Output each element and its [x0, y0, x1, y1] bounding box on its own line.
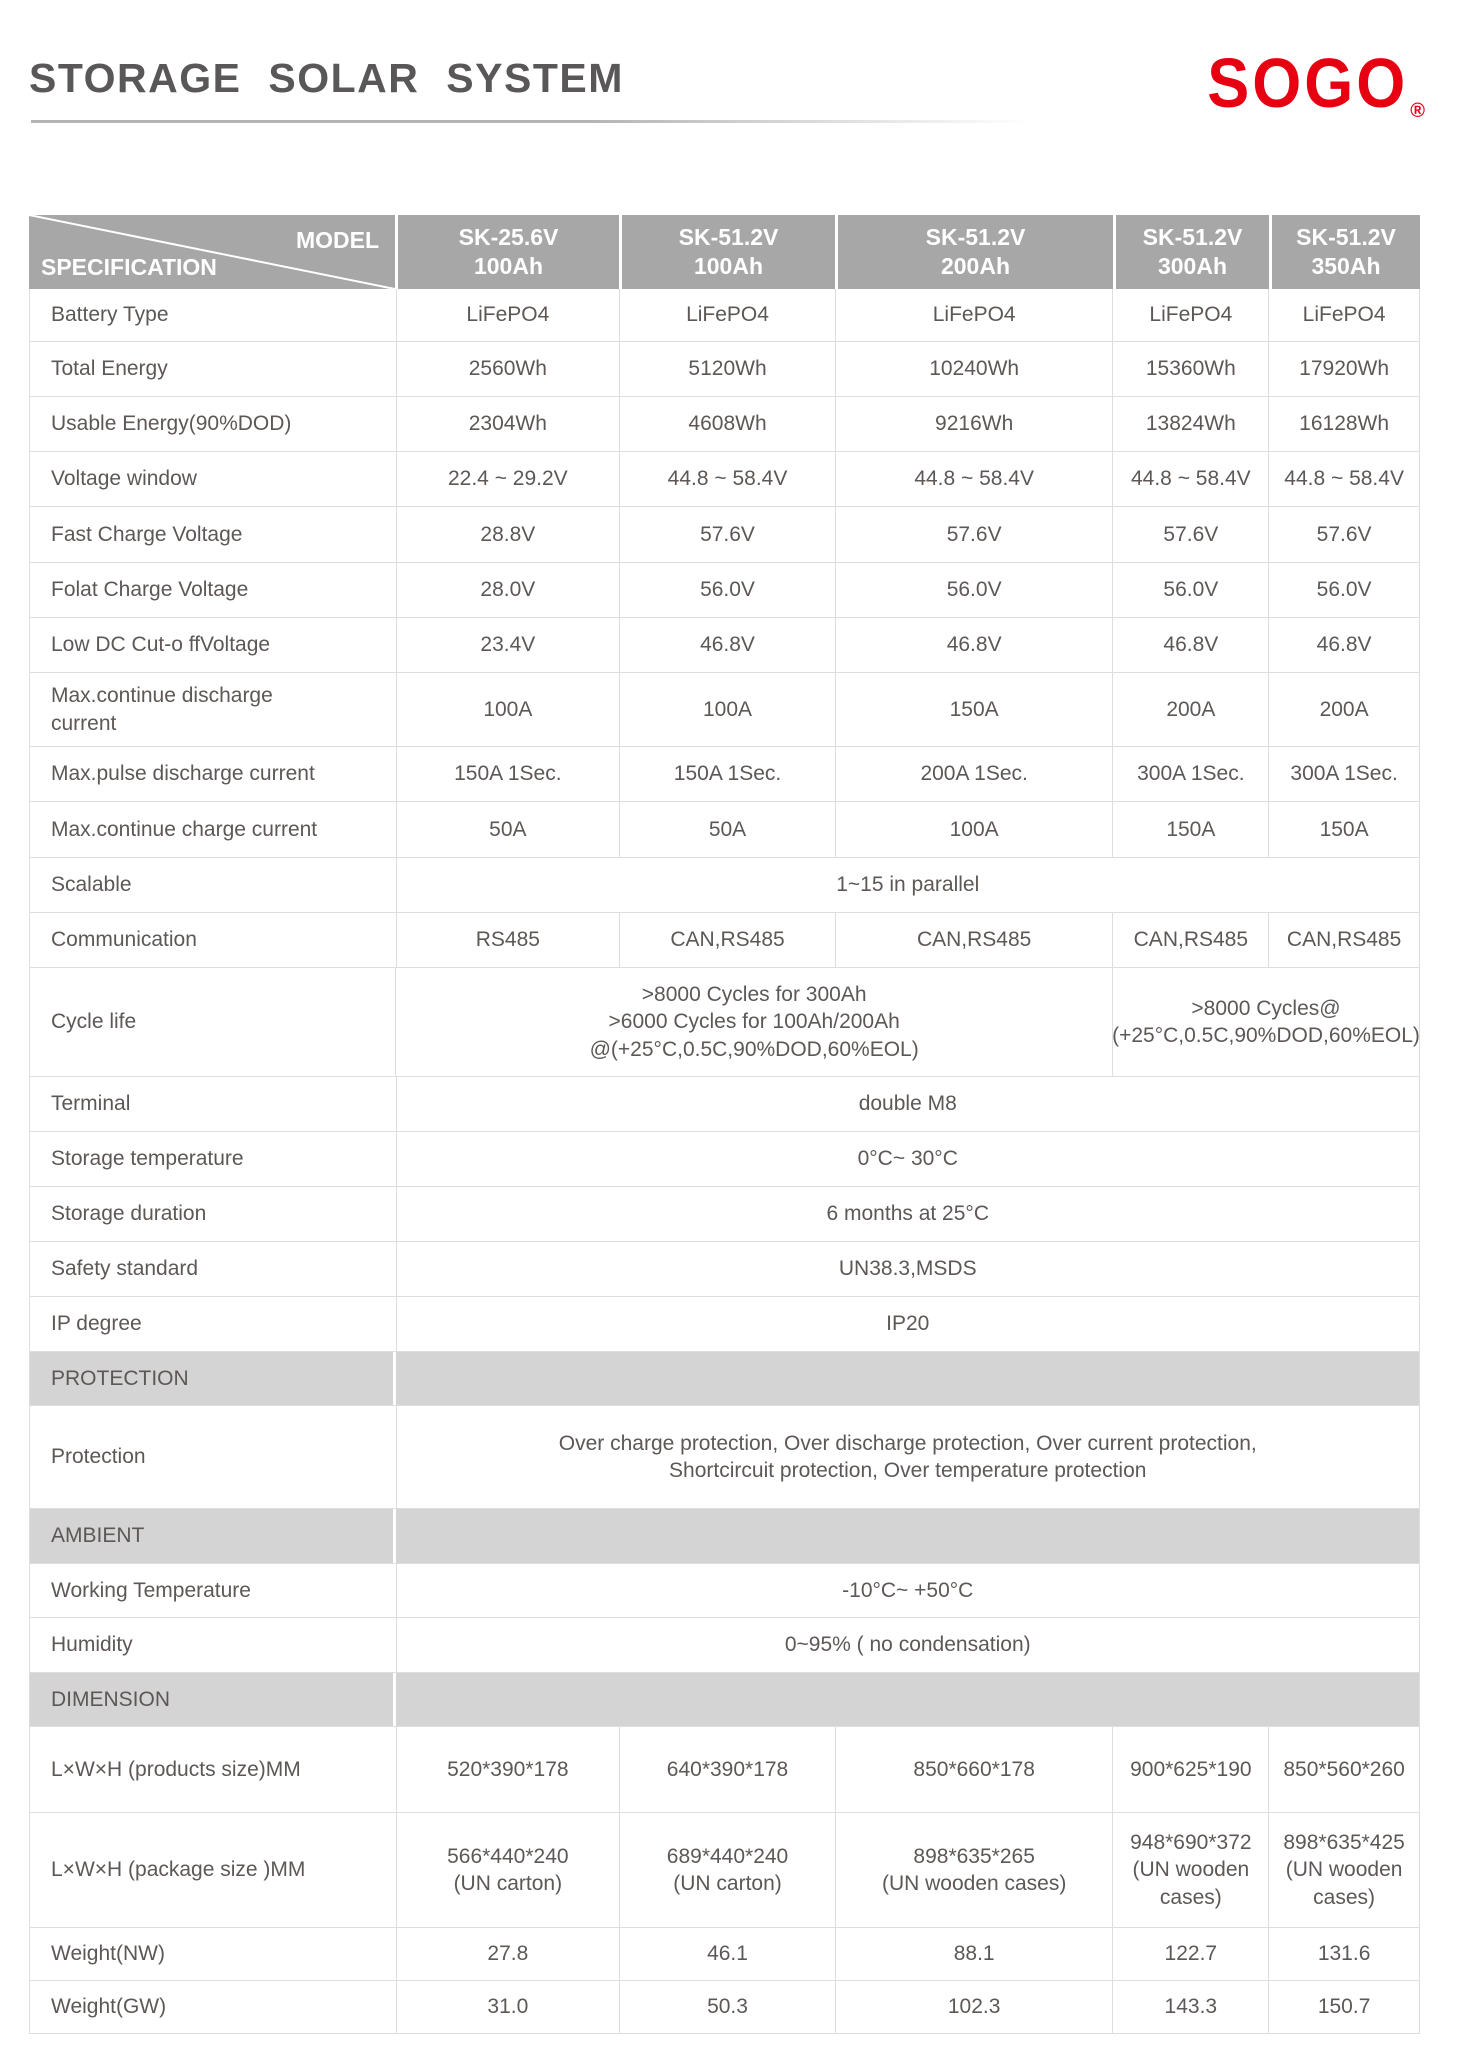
row-label: Humidity [51, 1633, 133, 1657]
cell-value: 143.3 [1112, 1981, 1268, 2033]
section-header-row [30, 1509, 1419, 1564]
cell-value-merged: UN38.3,MSDS [396, 1242, 1420, 1296]
cell-value: LiFePO4 [396, 289, 620, 341]
cell-value: 100A [619, 673, 835, 746]
table-row [30, 1727, 1419, 1813]
cell-value: 22.4 ~ 29.2V [396, 452, 620, 506]
cell-value: 5120Wh [619, 342, 835, 396]
table-row [30, 673, 1419, 747]
row-label: Low DC Cut-o ffVoltage [51, 633, 271, 657]
cell-value-merged: >8000 Cycles for 300Ah >6000 Cycles for 100Ah/200Ah @(+25°C,0.5C,90%DOD,60%EOL) [395, 968, 1112, 1076]
brand-logo [1207, 45, 1425, 123]
cell-value: 46.8V [1112, 618, 1268, 672]
table-row [30, 452, 1419, 507]
cell-value: 13824Wh [1112, 397, 1268, 451]
model-capacity: 100Ah [473, 253, 544, 279]
cell-value: 150A 1Sec. [396, 747, 620, 801]
cell-value: LiFePO4 [835, 289, 1113, 341]
cell-value-merged: 6 months at 25°C [396, 1187, 1420, 1241]
cell-value: 50A [619, 802, 835, 857]
cell-value: 100A [835, 802, 1113, 857]
cell-value: 200A [1112, 673, 1268, 746]
cell-value: 900*625*190 [1112, 1727, 1268, 1812]
model-capacity: 350Ah [1311, 253, 1381, 279]
page-title: STORAGE SOLAR SYSTEM [29, 55, 624, 101]
cell-value: 15360Wh [1112, 342, 1268, 396]
cell-value-merged: 0°C~ 30°C [396, 1132, 1420, 1186]
cell-value-merged: -10°C~ +50°C [396, 1564, 1420, 1617]
cell-value: CAN,RS485 [619, 913, 835, 967]
cell-value: 150A [1268, 802, 1419, 857]
cell-value: 57.6V [1268, 507, 1419, 562]
brand-logo-text: SOGO [1207, 45, 1409, 123]
row-label: Max.pulse discharge current [51, 762, 315, 786]
table-row [30, 1132, 1419, 1187]
section-header-row [30, 1673, 1419, 1727]
cell-value: LiFePO4 [619, 289, 835, 341]
cell-value: 100A [396, 673, 620, 746]
cell-value: 640*390*178 [619, 1727, 835, 1812]
cell-value: 10240Wh [835, 342, 1113, 396]
cell-value: 2560Wh [396, 342, 620, 396]
model-specification-header-cell [29, 215, 395, 289]
cell-value: 300A 1Sec. [1268, 747, 1419, 801]
registered-trademark-icon: ® [1410, 100, 1425, 122]
row-label: Terminal [51, 1092, 131, 1116]
cell-value: 27.8 [396, 1928, 620, 1980]
specification-table [29, 215, 1420, 2034]
cell-value: 44.8 ~ 58.4V [619, 452, 835, 506]
cell-value: 131.6 [1268, 1928, 1419, 1980]
cell-value-merged: IP20 [396, 1297, 1420, 1351]
cell-value: 44.8 ~ 58.4V [1268, 452, 1419, 506]
row-label: Cycle life [51, 1010, 137, 1034]
cell-value: 46.1 [619, 1928, 835, 1980]
section-header-row [30, 1352, 1419, 1406]
table-row [30, 747, 1419, 802]
row-label: Storage duration [51, 1202, 207, 1226]
model-header-cell [395, 215, 619, 289]
row-label: L×W×H (products size)MM [51, 1757, 301, 1781]
cell-value: RS485 [396, 913, 620, 967]
model-header-cell [1269, 215, 1420, 289]
cell-value: 102.3 [835, 1981, 1113, 2033]
cell-value: CAN,RS485 [835, 913, 1113, 967]
table-row [30, 397, 1419, 452]
row-label: Usable Energy(90%DOD) [51, 412, 292, 436]
cell-value: 200A 1Sec. [835, 747, 1113, 801]
row-label: Fast Charge Voltage [51, 522, 243, 546]
cell-value: 46.8V [835, 618, 1113, 672]
cell-value: 28.8V [396, 507, 620, 562]
row-label: L×W×H (package size )MM [51, 1858, 306, 1882]
cell-value: 850*560*260 [1268, 1727, 1419, 1812]
cell-value: 4608Wh [619, 397, 835, 451]
cell-value: 200A [1268, 673, 1419, 746]
cell-value: 56.0V [1112, 563, 1268, 617]
model-header-cell [1113, 215, 1269, 289]
cell-value: CAN,RS485 [1112, 913, 1268, 967]
cell-value: 16128Wh [1268, 397, 1419, 451]
model-capacity: 300Ah [1157, 253, 1228, 279]
cell-value-merged: >8000 Cycles@ (+25°C,0.5C,90%DOD,60%EOL) [1112, 968, 1419, 1076]
cell-value-merged: double M8 [396, 1077, 1420, 1131]
row-label: Max.continue discharge current [51, 684, 273, 735]
cell-value: 850*660*178 [835, 1727, 1113, 1812]
model-name: SK-51.2V [678, 224, 779, 251]
table-row [30, 1928, 1419, 1981]
cell-value: 44.8 ~ 58.4V [835, 452, 1113, 506]
table-row [30, 1297, 1419, 1352]
row-label: Total Energy [51, 357, 168, 381]
model-capacity: 200Ah [940, 253, 1011, 279]
cell-value-merged: 1~15 in parallel [396, 858, 1420, 912]
cell-value: 57.6V [1112, 507, 1268, 562]
row-label: Scalable [51, 873, 132, 897]
cell-value: 9216Wh [835, 397, 1113, 451]
table-row [30, 1564, 1419, 1618]
cell-value: 150A [835, 673, 1113, 746]
cell-value: 300A 1Sec. [1112, 747, 1268, 801]
table-row [30, 802, 1419, 858]
cell-value: 689*440*240 (UN carton) [619, 1813, 835, 1927]
specification-header-label: SPECIFICATION [41, 254, 217, 281]
section-title: AMBIENT [30, 1509, 396, 1563]
table-row [30, 968, 1419, 1077]
table-row [30, 913, 1419, 968]
model-header-cell [619, 215, 835, 289]
cell-value: CAN,RS485 [1268, 913, 1419, 967]
cell-value: 898*635*425 (UN wooden cases) [1268, 1813, 1419, 1927]
model-header-cell [835, 215, 1113, 289]
section-title: PROTECTION [30, 1352, 396, 1405]
table-row [30, 1406, 1419, 1509]
cell-value: 150.7 [1268, 1981, 1419, 2033]
table-row [30, 289, 1419, 342]
table-row [30, 1981, 1419, 2034]
cell-value: 46.8V [619, 618, 835, 672]
table-header-row [29, 215, 1420, 289]
row-label: Protection [51, 1445, 146, 1469]
section-title: DIMENSION [30, 1673, 396, 1726]
row-label: Storage temperature [51, 1147, 244, 1171]
table-row [30, 858, 1419, 913]
model-name: SK-51.2V [1296, 224, 1396, 251]
table-row [30, 507, 1419, 563]
row-label: Voltage window [51, 467, 197, 491]
cell-value: 56.0V [619, 563, 835, 617]
row-label: Safety standard [51, 1257, 199, 1281]
model-header-label: MODEL [295, 227, 379, 253]
cell-value: LiFePO4 [1268, 289, 1419, 341]
table-row [30, 1813, 1419, 1928]
cell-value: 57.6V [835, 507, 1113, 562]
table-row [30, 1242, 1419, 1297]
cell-value: 44.8 ~ 58.4V [1112, 452, 1268, 506]
cell-value: 56.0V [835, 563, 1113, 617]
cell-value: 23.4V [396, 618, 620, 672]
table-body [29, 289, 1420, 2034]
table-row [30, 1077, 1419, 1132]
row-label: Weight(NW) [51, 1942, 165, 1966]
title-underline [31, 120, 1031, 123]
row-label: Folat Charge Voltage [51, 578, 249, 602]
cell-value: 150A [1112, 802, 1268, 857]
table-row [30, 342, 1419, 397]
cell-value: 520*390*178 [396, 1727, 620, 1812]
cell-value: 57.6V [619, 507, 835, 562]
table-row [30, 1618, 1419, 1673]
row-label: Battery Type [51, 303, 169, 327]
cell-value: 28.0V [396, 563, 620, 617]
row-label: Working Temperature [51, 1578, 251, 1602]
table-row [30, 618, 1419, 673]
section-filler [396, 1509, 1420, 1563]
section-filler [396, 1673, 1420, 1726]
row-label: Max.continue charge current [51, 817, 318, 841]
cell-value: 46.8V [1268, 618, 1419, 672]
model-capacity: 100Ah [693, 253, 764, 279]
cell-value: 948*690*372 (UN wooden cases) [1112, 1813, 1268, 1927]
cell-value: 50A [396, 802, 620, 857]
cell-value-merged: 0~95% ( no condensation) [396, 1618, 1420, 1672]
model-name: SK-51.2V [1142, 224, 1243, 251]
cell-value: 122.7 [1112, 1928, 1268, 1980]
table-row [30, 1187, 1419, 1242]
cell-value: 50.3 [619, 1981, 835, 2033]
row-label: Communication [51, 928, 197, 952]
cell-value: LiFePO4 [1112, 289, 1268, 341]
cell-value: 31.0 [396, 1981, 620, 2033]
model-name: SK-25.6V [458, 224, 559, 251]
cell-value: 17920Wh [1268, 342, 1419, 396]
cell-value: 566*440*240 (UN carton) [396, 1813, 620, 1927]
section-filler [396, 1352, 1420, 1405]
row-label: IP degree [51, 1312, 142, 1336]
cell-value: 150A 1Sec. [619, 747, 835, 801]
cell-value: 2304Wh [396, 397, 620, 451]
cell-value: 88.1 [835, 1928, 1113, 1980]
row-label: Weight(GW) [51, 1995, 167, 2019]
cell-value: 898*635*265 (UN wooden cases) [835, 1813, 1113, 1927]
table-row [30, 563, 1419, 618]
model-name: SK-51.2V [925, 224, 1026, 251]
cell-value-merged: Over charge protection, Over discharge protection, Over current protection, Shortcircuit protection, Over temperature protection [396, 1406, 1420, 1508]
cell-value: 56.0V [1268, 563, 1419, 617]
